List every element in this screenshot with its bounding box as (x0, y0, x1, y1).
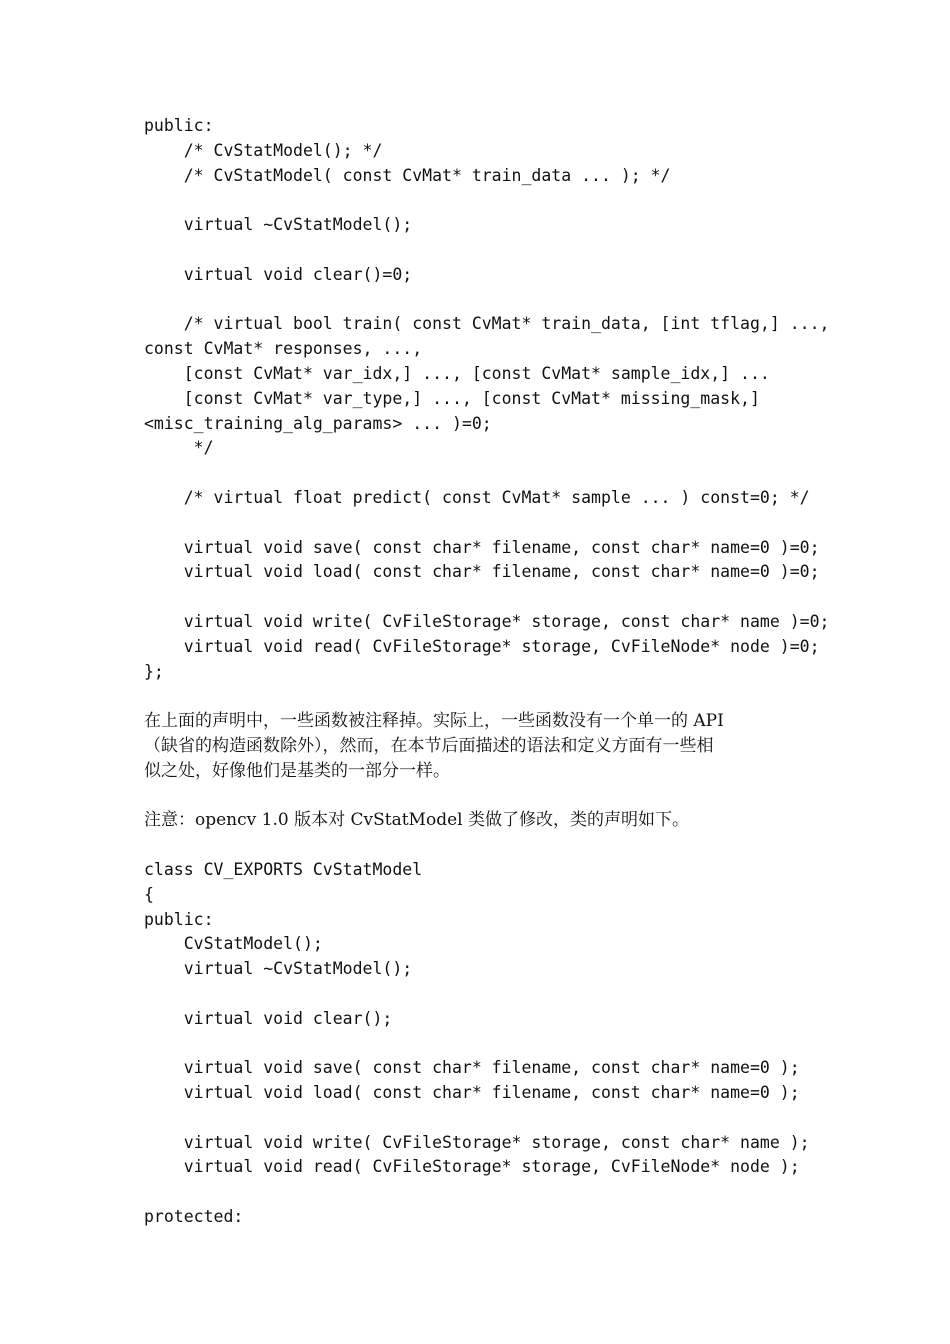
code-line: /* virtual float predict( const CvMat* sample ... ) const=0; */ (144, 487, 810, 507)
code-line: virtual void clear(); (144, 1008, 393, 1028)
spacer (144, 684, 824, 709)
spacer (144, 833, 824, 858)
code-line: virtual void write( CvFileStorage* storage, const char* name )=0; (144, 611, 830, 631)
code-block-class-declaration (144, 114, 830, 684)
code-line: class CV_EXPORTS CvStatModel (144, 859, 423, 879)
code-line: virtual ~CvStatModel(); (144, 215, 413, 235)
code-line (144, 1180, 824, 1205)
code-line: virtual void clear()=0; (144, 264, 413, 284)
code-line: */ (144, 438, 214, 458)
code-line (144, 585, 824, 610)
code-line: }; (144, 661, 164, 681)
code-line: [const CvMat* var_idx,] ..., [const CvMat* sample_idx,] ... (144, 363, 770, 383)
code-line: { (144, 884, 154, 904)
paragraph-line: 在上面的声明中，一些函数被注释掉。实际上，一些函数没有一个单一的 API (144, 711, 724, 732)
paragraph-version-note (144, 808, 824, 833)
code-line: CvStatModel(); (144, 934, 323, 954)
code-line: virtual void write( CvFileStorage* storage, const char* name ); (144, 1132, 810, 1152)
code-line: [const CvMat* var_type,] ..., [const CvMat* missing_mask,] (144, 388, 760, 408)
code-line: protected: (144, 1207, 244, 1227)
code-line (144, 188, 824, 213)
note-text: 注意：opencv 1.0 版本对 CvStatModel 类做了修改，类的声明如下。 (144, 810, 689, 831)
code-line: const CvMat* responses, ..., (144, 339, 423, 359)
code-line (144, 511, 824, 536)
code-line (144, 288, 824, 313)
code-line: virtual void read( CvFileStorage* storage, CvFileNode* node )=0; (144, 636, 820, 656)
code-line: virtual void load( const char* filename, const char* name=0 ); (144, 1083, 800, 1103)
code-line (144, 1106, 824, 1131)
document-page (144, 114, 830, 1230)
code-line: virtual void load( const char* filename, const char* name=0 )=0; (144, 562, 820, 582)
code-line: virtual void save( const char* filename, const char* name=0 ); (144, 1058, 800, 1078)
code-line (144, 238, 824, 263)
code-line: virtual ~CvStatModel(); (144, 959, 413, 979)
paragraph-commented-functions (144, 709, 824, 783)
paragraph-line: （缺省的构造函数除外），然而，在本节后面描述的语法和定义方面有一些相 (144, 735, 714, 756)
code-line: virtual void save( const char* filename, const char* name=0 )=0; (144, 537, 820, 557)
code-line (144, 461, 824, 486)
code-line: virtual void read( CvFileStorage* storage, CvFileNode* node ); (144, 1157, 800, 1177)
paragraph-line: 似之处，好像他们是基类的一部分一样。 (144, 760, 450, 781)
code-line (144, 982, 824, 1007)
code-line (144, 1031, 824, 1056)
code-line: public: (144, 909, 214, 929)
code-line: /* virtual bool train( const CvMat* train_data, [int tflag,] ..., (144, 314, 830, 334)
code-block-revised-declaration (144, 858, 824, 1230)
spacer (144, 784, 824, 809)
code-line: /* CvStatModel(); */ (144, 140, 383, 160)
code-line: <misc_training_alg_params> ... )=0; (144, 413, 492, 433)
code-line: public: (144, 116, 214, 135)
code-line: /* CvStatModel( const CvMat* train_data ... ); */ (144, 165, 671, 185)
